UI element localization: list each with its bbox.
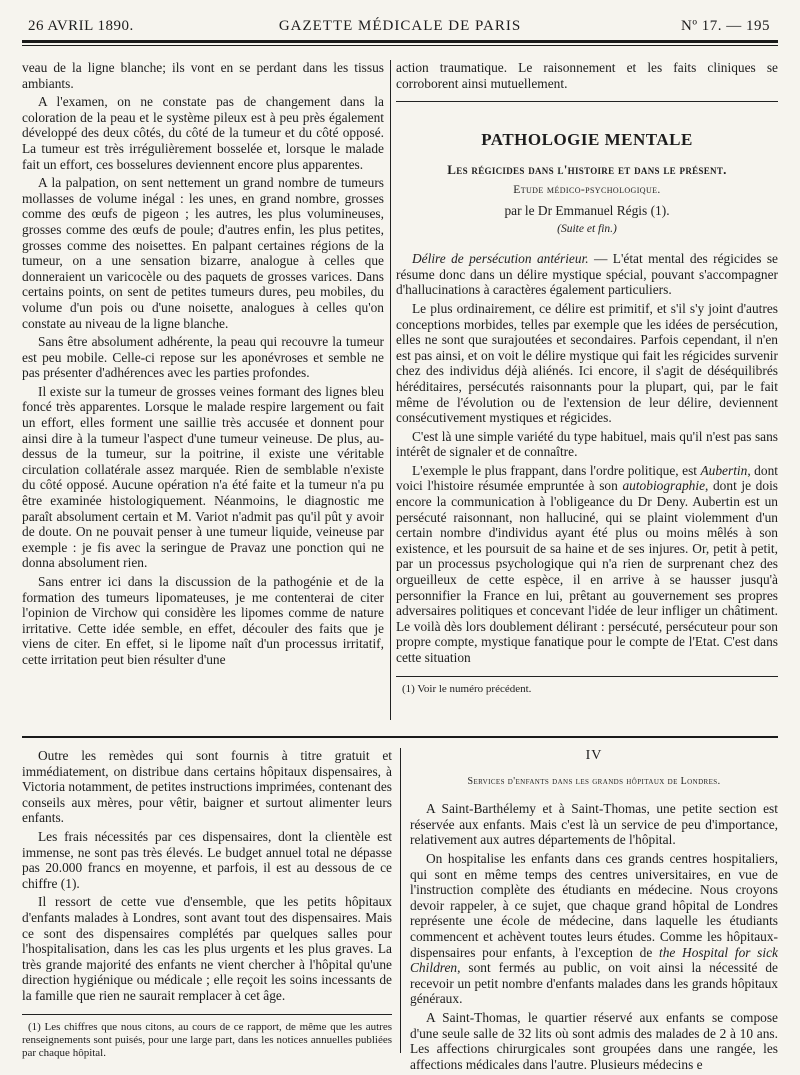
bottom-right-column: [410, 748, 778, 1075]
left-column: [22, 60, 384, 671]
italic-name: Aubertin: [700, 462, 748, 478]
column-divider-top: [390, 60, 391, 720]
header-journal-title: GAZETTE MÉDICALE DE PARIS: [278, 18, 522, 34]
article-author: par le Dr Emmanuel Régis (1).: [504, 202, 670, 218]
right-column: [396, 60, 778, 699]
footnote-rule: [22, 1014, 392, 1015]
section-heading: Services d'enfants dans les grands hôpitaux de Londres.: [467, 775, 721, 787]
paragraph: veau de la ligne blanche; ils vont en se perdant dans les tissus ambiants.: [22, 60, 384, 91]
paragraph-text: , sont fermés au public, on voit ainsi la nécessité de recevoir un petit nombre d'enfants malades dans les grands hôpitaux généraux.: [410, 960, 778, 1007]
paragraph: A la palpation, on sent nettement un grand nombre de tumeurs mollasses de volume inégal : les unes, en grand nombre, grosses comme des œufs de pigeon ; les autres, les plus volumineuses, grosses comme des œufs de poule; d'autres enfin, les plus petites, grosses comme des noisettes. En palpant certaines régions de la tumeur, on a une sensation bizarre, analogue à celles que donneraient un varicocèle ou des paquets de grosses varices. Dans certains points, on sent de petites tumeurs dures, peu mobiles, du volume d'un pois ou d'une noisette, analogues à celles qu'on constate au niveau de la ligne blanche.: [22, 175, 384, 331]
paragraph: Outre les remèdes qui sont fournis à titre gratuit et immédiatement, on distribue dans certains hôpitaux dispensaires, à Victoria notamment, de petites instructions imprimées, contenant des conseils aux mères, pour vêtir, baigner et surtout alimenter leurs enfants.: [22, 748, 392, 826]
paragraph: A Saint-Thomas, le quartier réservé aux enfants se compose d'une seule salle de 32 lits où sont admis des malades de 2 à 10 ans. Les affections chirurgicales sont groupées dans une rangée, les affections médicales dans l'autre. Plusieurs médecins e: [410, 1009, 778, 1072]
paragraph-text: L'exemple le plus frappant, dans l'ordre politique, est: [412, 462, 701, 478]
paragraph: [396, 251, 778, 298]
paragraph: Il ressort de cette vue d'ensemble, que les petits hôpitaux d'enfants malades à Londres, sont avant tout des dispensaires. Mais ce sont des dispensaires complétés par quelques salles pour l'hospitalisation, dans les cas les plus urgents et les plus graves. La très grande majorité des enfants ne vient chercher à l'hôpital qu'une direction hygiénique ou médicale ; elle reçoit les soins incessants de la famille que rien ne saurait remplacer à cet âge.: [22, 894, 392, 1003]
paragraph: A Saint-Barthélemy et à Saint-Thomas, une petite section est réservée aux enfants. Mais c'est là un service de peu d'importance, relativement aux autres départements de l'hôpital.: [410, 801, 778, 848]
column-divider-bottom: [400, 748, 401, 1053]
footnote: (1) Voir le numéro précédent.: [402, 682, 532, 695]
running-header: [22, 14, 778, 38]
article-subtitle: Etude médico-psychologique.: [513, 184, 661, 197]
footnote: (1) Les chiffres que nous citons, au cours de ce rapport, de même que les autres renseignements sont puisés, pour une large part, dans les notices annuelles publiées par chaque hôpital.: [22, 1020, 392, 1059]
section-rule: [396, 101, 778, 102]
bottom-left-column: [22, 748, 392, 1063]
paragraph-text: On hospitalise les enfants dans ces grands centres hospitaliers, qui sont en même temps des centres universitaires, en vue de l'instruction complète des étudiants en médecine. Nous croyons devoir rappeler, à ce sujet, que chaque grand hôpital de Londres représente une école de médecine, dans laquelle les étudiants commencent et achèvent toutes leurs études. Comme les hôpitaux-dispensaires pour enfants, à l'exception de: [410, 850, 778, 960]
header-date: 26 AVRIL 1890.: [28, 18, 134, 34]
paragraph: Sans être absolument adhérente, la peau qui recouvre la tumeur est peu mobile. Celle-ci repose sur les aponévroses et semble ne pas présenter d'adhérences avec les parties profondes.: [22, 334, 384, 381]
paragraph: C'est là une simple variété du type habituel, mais qu'il n'est pas sans intérêt de signaler et de connaître.: [396, 428, 778, 460]
section-number: IV: [585, 748, 603, 763]
italic-hospital-name: the Hospital for sick Children: [410, 944, 778, 976]
section-separator: [22, 736, 778, 738]
continued-note: (Suite et fin.): [557, 222, 617, 235]
paragraph: [410, 851, 778, 1007]
header-issue-page: Nº 17. — 195: [681, 18, 770, 34]
paragraph-text: , dont je dois encore la communication à l'obligeance du Dr Deny. Aubertin est un persécuté raisonnant, non halluciné, qui se plaint violemment d'un certain nombre d'individus ayant été plus ou moins mêlés à son existence, et les poursuit de sa haine et de ses injures. Or, petit à petit, par un processus psychologique qui n'a rien de surprenant chez des orgueilleux de cette espèce, il en arrive à se hausser jusqu'à personnifier la France en lui, prêtant au gouvernement ses propres adversaires politiques et concevant l'idée de leur infliger un châtiment. Le voilà dès lors doublement délirant : persécuté, persécuteur pour son propre compte, mystique fanatique pour le compte de l'Etat. C'est dans cette situation: [396, 478, 779, 665]
footnote-rule: [396, 676, 778, 677]
header-rule-thin: [22, 45, 778, 46]
paragraph-text: , dont voici l'histoire résumée empruntée à son: [396, 462, 778, 494]
section-title: PATHOLOGIE MENTALE: [481, 130, 693, 150]
paragraph: Le plus ordinairement, ce délire est primitif, et s'il s'y joint d'autres conceptions morbides, telles par exemple que les idées de persécution, elles ne sont que surajoutées et secondaires. Parfois cependant, il n'en est pas ainsi, et on voit le délire mystique qui fait les régicides survenir chez des individus déjà aliénés. Ici encore, il s'agit de déséquilibrés héréditaires, persécutés raisonnants pour la plupart, qui, par le fait même de l'évolution ou de l'extension de leur délire, deviennent consécutivement mystiques et régicides.: [396, 300, 778, 426]
header-rule: [22, 40, 778, 43]
lead-italic: Délire de persécution antérieur.: [412, 251, 589, 267]
paragraph: A l'examen, on ne constate pas de changement dans la coloration de la peau et le système pileux est à peu près également développé des deux côtés, du côté de la tumeur et du côté opposé. La tumeur est très irrégulièrement bosselée et, lorsque le malade fait un effort, ces bosselures deviennent encore plus apparentes.: [22, 94, 384, 172]
paragraph: action traumatique. Le raisonnement et les faits cliniques se corroborent ainsi mutuellement.: [396, 60, 778, 91]
paragraph-text: — L'état mental des régicides se résume donc dans un délire mystique spécial, pouvant s'accompagner d'hallucinations à caractères également particuliers.: [396, 251, 778, 298]
article-title: Les régicides dans l'histoire et dans le présent.: [447, 161, 727, 177]
paragraph: [396, 463, 778, 666]
paragraph: Sans entrer ici dans la discussion de la pathogénie et de la formation des tumeurs lipomateuses, je me contenterai de citer l'opinion de Virchow qui considère les lipomes comme de nature irritative. Cette idée semble, en effet, découler des faits que je viens de citer. En effet, si le lipome naît d'un processus irritatif, cette irritation peut bien résulter d'une: [22, 574, 384, 667]
paragraph: Il existe sur la tumeur de grosses veines formant des lignes bleu foncé très apparentes. Lorsque le malade respire largement ou fait un effort, elles forment une saillie très accusée et donnent pour ainsi dire à la tumeur l'aspect d'une tumeur veineuse. De plus, au-dessus de la tumeur, sur la poitrine, il existe une véritable circulation collatérale assez marquée. Rien de semblable n'existe du côté opposé. Aucune opération n'a été faite et la tumeur n'a pu être examinée histologiquement. Néanmoins, le diagnostic me paraît absolument certain et M. Variot n'admit pas qu'il pût y avoir de doute. On ne pouvait penser à une tumeur liquide, veineuse par exemple : je fis avec la seringue de Pravaz une ponction qui ne donna absolument rien.: [22, 383, 384, 571]
paragraph: Les frais nécessités par ces dispensaires, dont la clientèle est immense, ne sont pas très élevés. Le budget annuel total ne dépasse pas 20.000 francs en moyenne, et parfois, il est au dessous de ce chiffre (1).: [22, 828, 392, 891]
italic-word: autobiographie: [622, 478, 706, 494]
